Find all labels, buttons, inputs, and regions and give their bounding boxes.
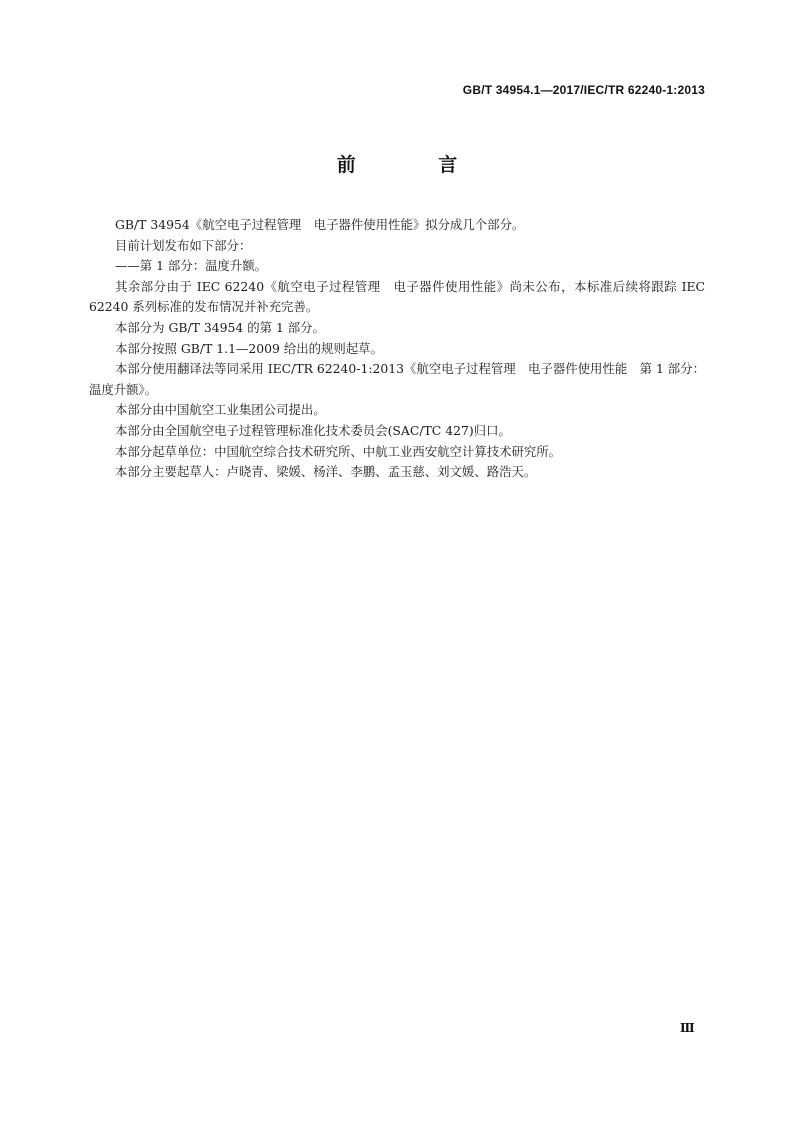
foreword-body — [89, 215, 705, 483]
paragraph-part-statement: 本部分为 GB/T 34954 的第 1 部分。 — [115, 319, 325, 335]
paragraph-series-intro: GB/T 34954《航空电子过程管理 电子器件使用性能》拟分成几个部分。 — [115, 217, 525, 232]
paragraph-drafters: 本部分主要起草人：卢晓青、梁媛、杨洋、李鹏、孟玉慈、刘文媛、路浩天。 — [115, 464, 537, 480]
paragraph-drafting-rules: 本部分按照 GB/T 1.1—2009 给出的规则起草。 — [115, 340, 383, 356]
paragraph-part-1: ——第 1 部分：温度升额。 — [115, 258, 268, 274]
paragraph-drafting-units: 本部分起草单位：中国航空综合技术研究所、中航工业西安航空计算技术研究所。 — [115, 443, 562, 459]
paragraph-proposer: 本部分由中国航空工业集团公司提出。 — [115, 402, 326, 418]
paragraph-committee: 本部分由全国航空电子过程管理标准化技术委员会(SAC/TC 427)归口。 — [115, 422, 511, 438]
paragraph-remaining-parts: 其余部分由于 IEC 62240《航空电子过程管理 电子器件使用性能》尚未公布，本标准后续将跟踪 IEC 62240 系列标准的发布情况并补充完善。 — [89, 278, 705, 315]
page-title: 前 言 — [336, 154, 496, 176]
paragraph-planned-parts: 目前计划发布如下部分： — [115, 237, 252, 253]
standard-number-header: GB/T 34954.1—2017/IEC/TR 62240-1:2013 — [462, 83, 705, 97]
paragraph-adoption: 本部分使用翻译法等同采用 IEC/TR 62240-1:2013《航空电子过程管理 电子器件使用性能 第 1 部分：温度升额》。 — [89, 361, 705, 397]
page-number: Ⅲ — [680, 1021, 695, 1035]
